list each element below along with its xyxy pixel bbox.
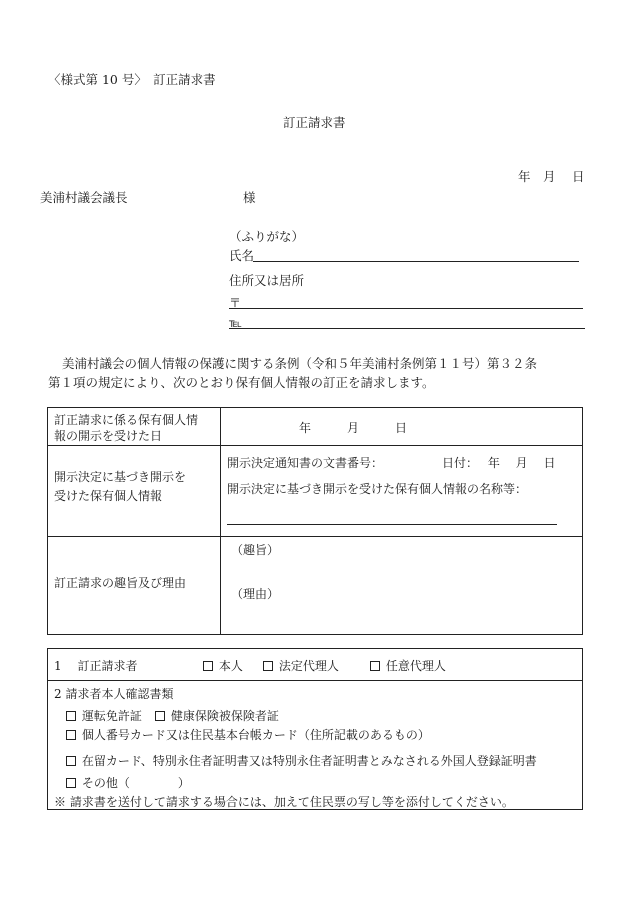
doc-other-option[interactable] xyxy=(66,774,190,791)
disclosure-date-label-1: 訂正請求に係る保有個人情 xyxy=(54,413,199,427)
disclosure-date-label-2: 報の開示を受けた日 xyxy=(54,429,163,443)
body-line-2: 第１項の規定により、次のとおり保有個人情報の訂正を請求します。 xyxy=(48,375,435,390)
reason-text-label: （理由） xyxy=(231,587,280,601)
option-self[interactable] xyxy=(203,657,243,674)
info-name-underline[interactable] xyxy=(227,524,557,525)
request-details-table xyxy=(47,407,583,635)
requester-id-table xyxy=(47,648,583,810)
page-title: 訂正請求書 xyxy=(283,115,346,130)
doc-mynumber-option[interactable] xyxy=(66,726,430,743)
checkbox-icon[interactable] xyxy=(263,661,273,671)
doc-residence-label: 在留カード、特別永住者証明書又は特別永住者証明書とみなされる外国人登録証明書 xyxy=(81,754,537,768)
checkbox-icon[interactable] xyxy=(66,756,76,766)
info-name-label: 開示決定に基づき開示を受けた保有個人情報の名称等： xyxy=(227,482,528,496)
tel-icon: ℡ xyxy=(229,316,242,330)
disclosed-info-label-1: 開示決定に基づき開示を xyxy=(54,470,187,484)
checkbox-icon[interactable] xyxy=(370,661,380,671)
postal-icon: 〒 xyxy=(229,296,242,310)
doc-number-label: 開示決定通知書の文書番号： xyxy=(227,456,384,470)
date-field: 年 月 日 xyxy=(518,169,585,184)
requester-heading: 1 訂正請求者 xyxy=(54,659,138,673)
checkbox-icon[interactable] xyxy=(66,778,76,788)
doc-other-label: その他（ ） xyxy=(81,776,190,790)
doc-date-label: 日付： 年 月 日 xyxy=(442,456,556,470)
postal-underline[interactable] xyxy=(229,308,583,309)
addressee: 美浦村議会議長 xyxy=(40,190,128,205)
option-self-label: 本人 xyxy=(218,659,243,673)
checkbox-icon[interactable] xyxy=(66,711,76,721)
reason-label: 訂正請求の趣旨及び理由 xyxy=(54,576,187,590)
address-label: 住所又は居所 xyxy=(229,273,305,288)
doc-insurance-option[interactable] xyxy=(155,707,279,724)
furigana-label: （ふりがな） xyxy=(229,229,305,244)
tel-underline[interactable] xyxy=(229,328,585,329)
option-voluntary-agent-label: 任意代理人 xyxy=(385,659,446,673)
checkbox-icon[interactable] xyxy=(66,730,76,740)
disclosure-date-cell[interactable] xyxy=(221,408,583,446)
doc-license-label: 運転免許証 xyxy=(81,709,142,723)
honorific: 様 xyxy=(243,190,256,205)
disclosed-info-cell[interactable] xyxy=(221,446,583,537)
body-line-1: 美浦村議会の個人情報の保護に関する条例（令和５年美浦村条例第１１号）第３２条 xyxy=(62,356,538,371)
doc-license-option[interactable] xyxy=(66,707,142,724)
name-label: 氏名 xyxy=(229,248,255,263)
disclosure-date-value: 年 月 日 xyxy=(299,421,408,435)
option-voluntary-agent[interactable] xyxy=(370,657,446,674)
option-legal-agent[interactable] xyxy=(263,657,339,674)
checkbox-icon[interactable] xyxy=(155,711,165,721)
id-heading: 2 請求者本人確認書類 xyxy=(54,687,174,701)
disclosure-date-label-cell xyxy=(48,408,221,446)
disclosed-info-label-cell xyxy=(48,446,221,537)
name-underline[interactable] xyxy=(253,261,579,262)
checkbox-icon[interactable] xyxy=(203,661,213,671)
reason-label-cell xyxy=(48,537,221,635)
id-documents-cell xyxy=(48,681,583,810)
requester-type-cell xyxy=(48,649,583,681)
reason-cell[interactable] xyxy=(221,537,583,635)
form-number: 〈様式第 10 号〉 訂正請求書 xyxy=(48,72,216,87)
doc-residence-option[interactable] xyxy=(66,752,537,769)
purpose-label: （趣旨） xyxy=(231,543,280,557)
option-legal-agent-label: 法定代理人 xyxy=(278,659,339,673)
doc-mynumber-label: 個人番号カード又は住民基本台帳カード（住所記載のあるもの） xyxy=(81,728,430,742)
disclosed-info-label-2: 受けた保有個人情報 xyxy=(54,489,163,503)
doc-insurance-label: 健康保険被保険者証 xyxy=(170,709,279,723)
attachment-note: ※ 請求書を送付して請求する場合には、加えて住民票の写し等を添付してください。 xyxy=(54,795,514,809)
